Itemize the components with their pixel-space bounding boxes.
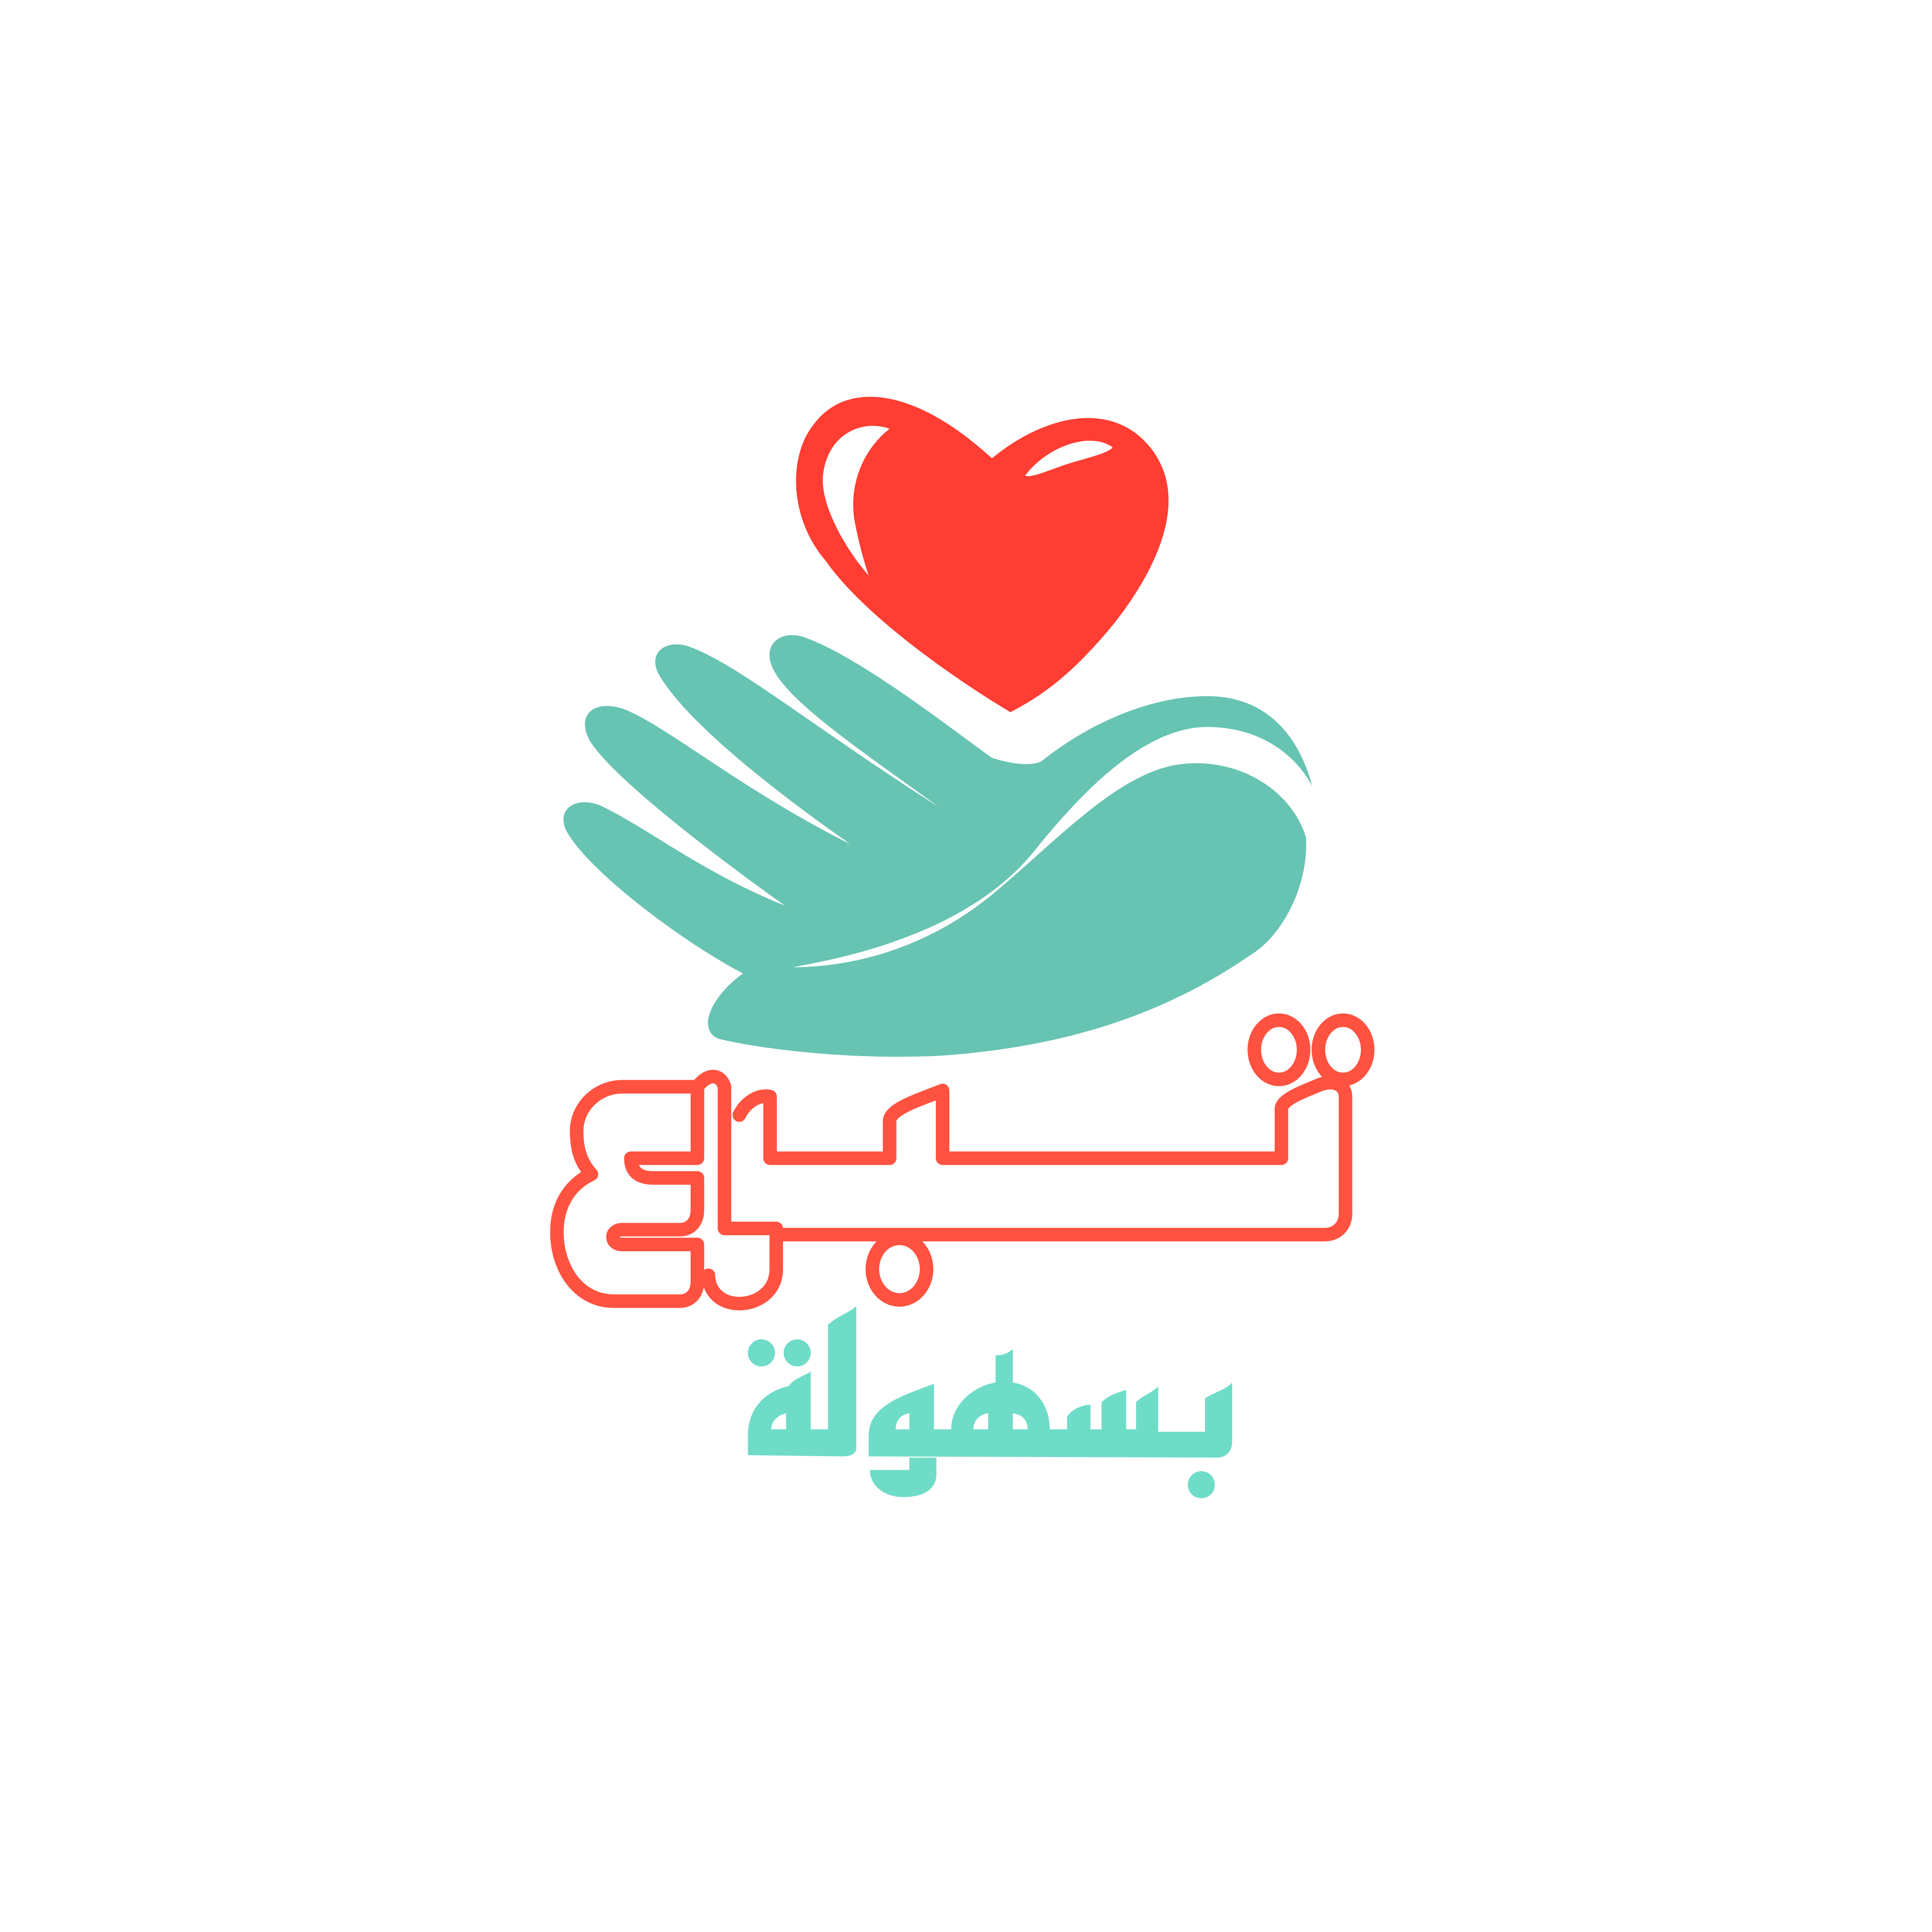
wordmark-secondary-dot-3 <box>1188 1471 1215 1498</box>
wordmark-primary-dot-left <box>1254 1020 1304 1080</box>
wordmark-primary <box>557 1020 1367 1304</box>
wordmark-secondary <box>748 1306 1232 1498</box>
wordmark-primary-dot-right <box>1318 1020 1367 1080</box>
wordmark-secondary-dot-2 <box>784 1339 811 1366</box>
wordmark-primary-shape <box>557 1077 1345 1304</box>
wordmark-secondary-shape <box>748 1306 1232 1497</box>
wordmark-primary-dot-bottom <box>872 1238 927 1300</box>
open-hand-icon <box>564 635 1312 1057</box>
wordmark-secondary-dot-1 <box>748 1339 775 1366</box>
hand-shape <box>564 635 1312 1057</box>
